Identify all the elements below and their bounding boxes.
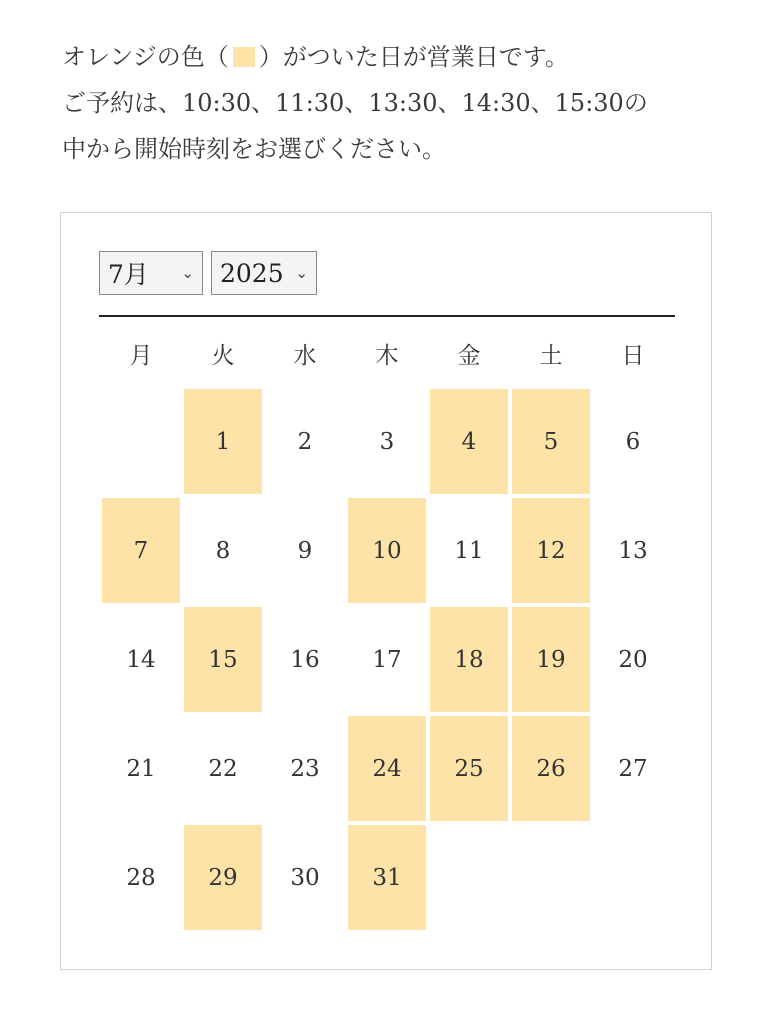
day-cell: 20 — [618, 646, 648, 673]
open-day-cell[interactable]: 10 — [348, 498, 426, 603]
weekday-header — [102, 329, 674, 377]
open-day-cell[interactable]: 18 — [430, 607, 508, 712]
weekday-label: 月 — [129, 342, 153, 369]
weekday-label: 日 — [621, 342, 645, 369]
weekday-label: 火 — [211, 342, 235, 369]
open-day-cell[interactable]: 24 — [348, 716, 426, 821]
calendar-divider — [99, 315, 675, 317]
orange-legend-swatch — [233, 47, 255, 67]
day-cell: 21 — [126, 755, 156, 782]
intro-line-1-after: ）がついた日が営業日です。 — [258, 43, 569, 71]
chevron-down-icon: ⌄ — [295, 264, 308, 282]
weekday-label: 木 — [375, 342, 399, 369]
weekday-label: 金 — [457, 342, 481, 369]
calendar-selects — [99, 251, 317, 295]
open-day-cell[interactable]: 12 — [512, 498, 590, 603]
intro-line-1 — [62, 34, 752, 80]
month-select-value: 7月 — [108, 260, 149, 289]
open-day-cell[interactable]: 4 — [430, 389, 508, 494]
day-cell: 11 — [454, 537, 484, 564]
calendar-grid — [102, 389, 674, 930]
open-day-cell[interactable]: 29 — [184, 825, 262, 930]
day-cell: 6 — [625, 428, 641, 455]
day-cell: 23 — [290, 755, 320, 782]
open-day-cell[interactable]: 15 — [184, 607, 262, 712]
year-select-value: 2025 — [220, 258, 284, 288]
day-cell: 2 — [297, 428, 313, 455]
intro-line-3: 中から開始時刻をお選びください。 — [62, 135, 446, 163]
calendar-panel — [60, 212, 712, 970]
day-cell: 22 — [208, 755, 238, 782]
day-cell: 8 — [215, 537, 231, 564]
empty-day-cell — [512, 825, 590, 930]
day-cell: 14 — [126, 646, 156, 673]
day-cell: 30 — [290, 864, 320, 891]
month-select[interactable] — [99, 251, 203, 295]
weekday-label: 水 — [293, 342, 317, 369]
day-cell: 17 — [372, 646, 402, 673]
open-day-cell[interactable]: 7 — [102, 498, 180, 603]
day-cell: 3 — [379, 428, 395, 455]
year-select[interactable] — [211, 251, 317, 295]
open-day-cell[interactable]: 25 — [430, 716, 508, 821]
day-cell: 9 — [297, 537, 313, 564]
open-day-cell[interactable]: 19 — [512, 607, 590, 712]
open-day-cell[interactable]: 5 — [512, 389, 590, 494]
chevron-down-icon: ⌄ — [181, 264, 194, 282]
intro-text — [62, 34, 752, 172]
open-day-cell[interactable]: 31 — [348, 825, 426, 930]
day-cell: 28 — [126, 864, 156, 891]
intro-line-2: ご予約は、10:30、11:30、13:30、14:30、15:30の — [62, 89, 648, 117]
open-day-cell[interactable]: 26 — [512, 716, 590, 821]
empty-day-cell — [430, 825, 508, 930]
empty-day-cell — [594, 825, 672, 930]
day-cell: 13 — [618, 537, 648, 564]
open-day-cell[interactable]: 1 — [184, 389, 262, 494]
empty-day-cell — [102, 389, 180, 494]
day-cell: 27 — [618, 755, 648, 782]
day-cell: 16 — [290, 646, 320, 673]
weekday-label: 土 — [539, 342, 563, 369]
intro-line-1-before: オレンジの色（ — [62, 43, 229, 71]
